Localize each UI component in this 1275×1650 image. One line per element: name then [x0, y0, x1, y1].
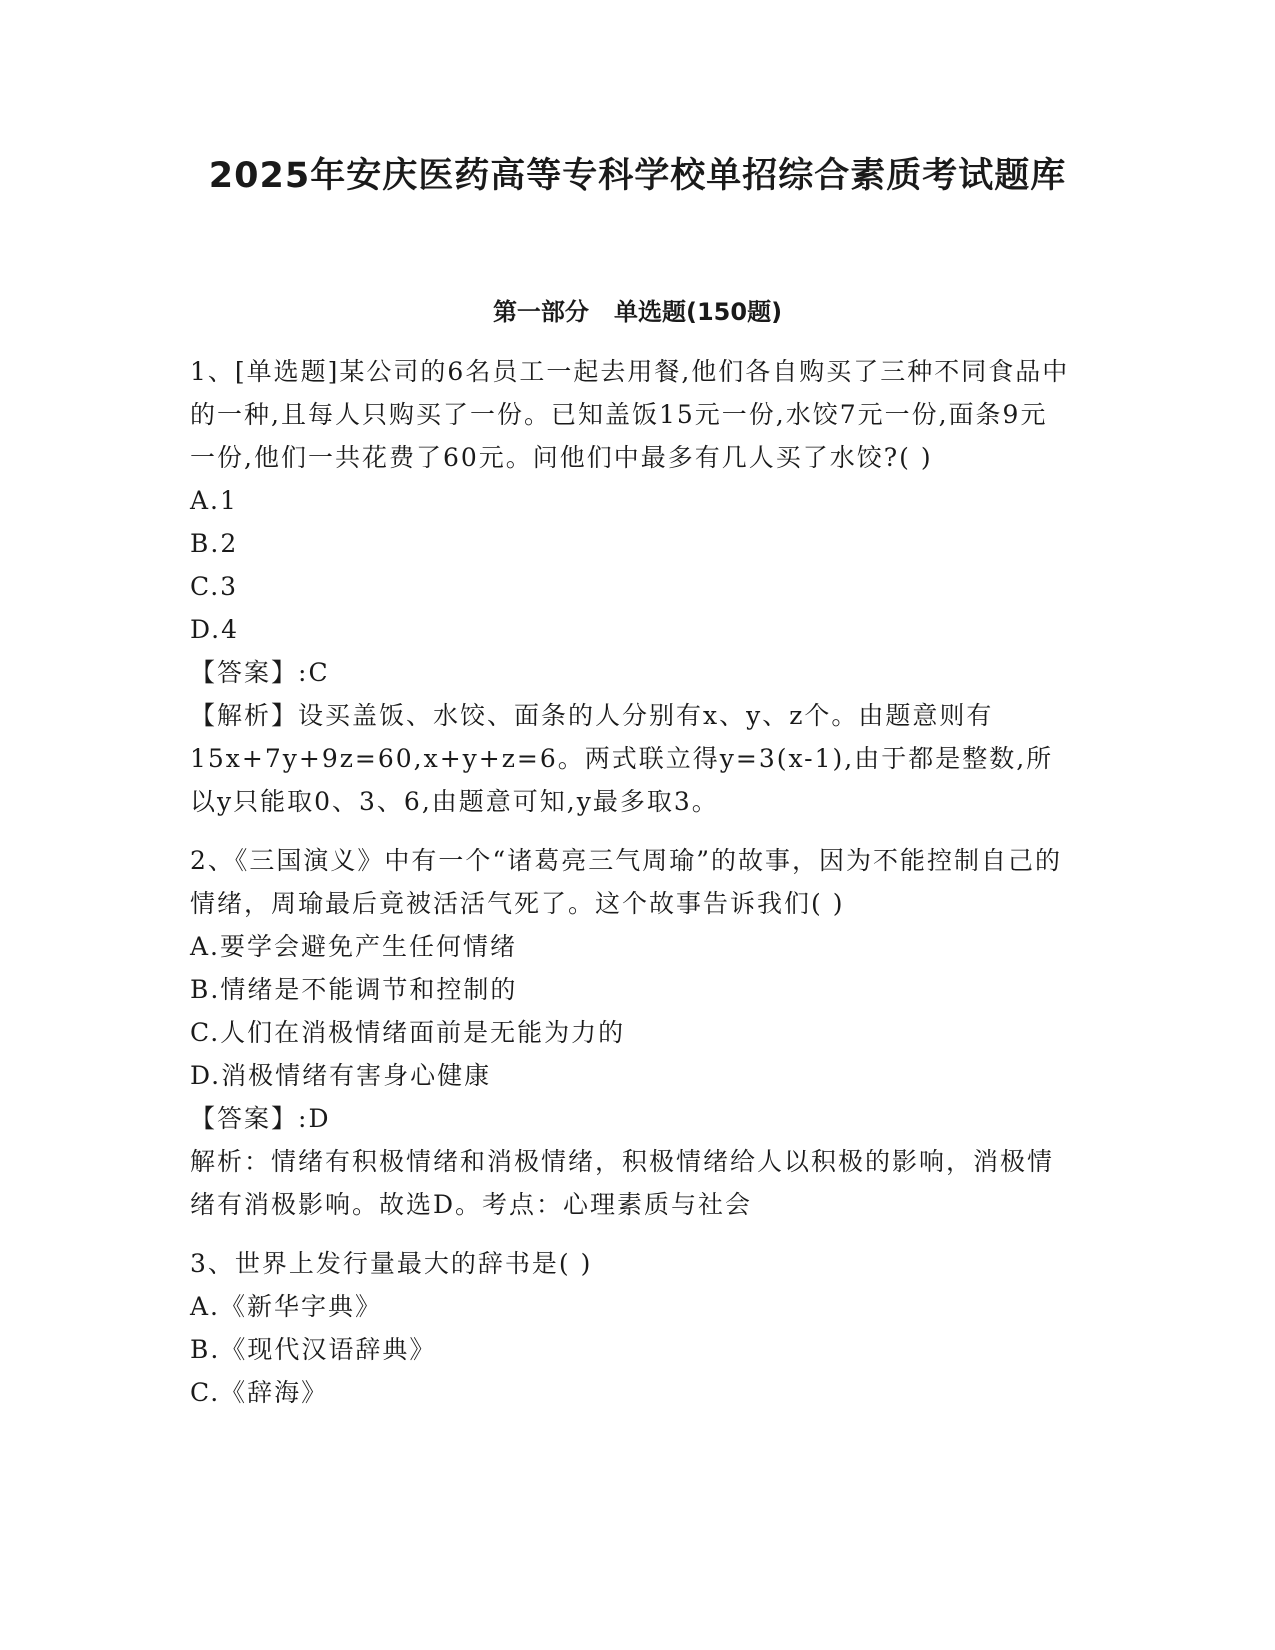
answer-value: :D	[298, 1104, 331, 1133]
analysis-label: 【解析】	[190, 701, 299, 730]
answer-line	[190, 1097, 1070, 1140]
question-3	[190, 1242, 1070, 1414]
option-a: A.1	[190, 486, 238, 515]
analysis-body: 设买盖饭、水饺、面条的人分别有x、y、z个。由题意则有15x+7y+9z=60,x+y+z=6。两式联立得y=3(x-1),由于都是整数,所以y只能取0、3、6,由题意可知,y最多取3。	[190, 701, 1054, 816]
answer-label: 【答案】	[190, 1104, 299, 1133]
answer-line	[190, 651, 1070, 694]
option-d: D.4	[190, 615, 240, 644]
question-stem: 3、世界上发行量最大的辞书是( )	[190, 1249, 593, 1278]
document-title: 2025年安庆医药高等专科学校单招综合素质考试题库	[208, 156, 1067, 196]
option-a: A.要学会避免产生任何情绪	[190, 932, 518, 961]
option-b: B.《现代汉语辞典》	[190, 1335, 437, 1364]
analysis-text: 解析：情绪有积极情绪和消极情绪，积极情绪给人以积极的影响，消极情绪有消极影响。故选D。考点：心理素质与社会	[190, 1147, 1055, 1219]
option-a: A.《新华字典》	[190, 1292, 383, 1321]
question-stem: 1、[单选题]某公司的6名员工一起去用餐,他们各自购买了三种不同食品中的一种,且每人只购买了一份。已知盖饭15元一份,水饺7元一份,面条9元一份,他们一共花费了60元。问他们中最多有几人买了水饺?( )	[190, 357, 1070, 472]
question-stem: 2、《三国演义》中有一个“诸葛亮三气周瑜”的故事，因为不能控制自己的情绪，周瑜最后竟被活活气死了。这个故事告诉我们( )	[190, 846, 1062, 918]
question-2	[190, 839, 1070, 1226]
option-c: C.《辞海》	[190, 1378, 329, 1407]
option-c: C.人们在消极情绪面前是无能为力的	[190, 1018, 626, 1047]
option-b: B.情绪是不能调节和控制的	[190, 975, 518, 1004]
question-1	[190, 350, 1070, 823]
option-b: B.2	[190, 529, 239, 558]
answer-value: :C	[298, 658, 330, 687]
option-c: C.3	[190, 572, 239, 601]
option-d: D.消极情绪有害身心健康	[190, 1061, 492, 1090]
answer-label: 【答案】	[190, 658, 299, 687]
question-list	[190, 350, 1070, 1430]
section-title: 第一部分 单选题(150题)	[492, 298, 783, 326]
analysis-text	[190, 694, 1070, 823]
